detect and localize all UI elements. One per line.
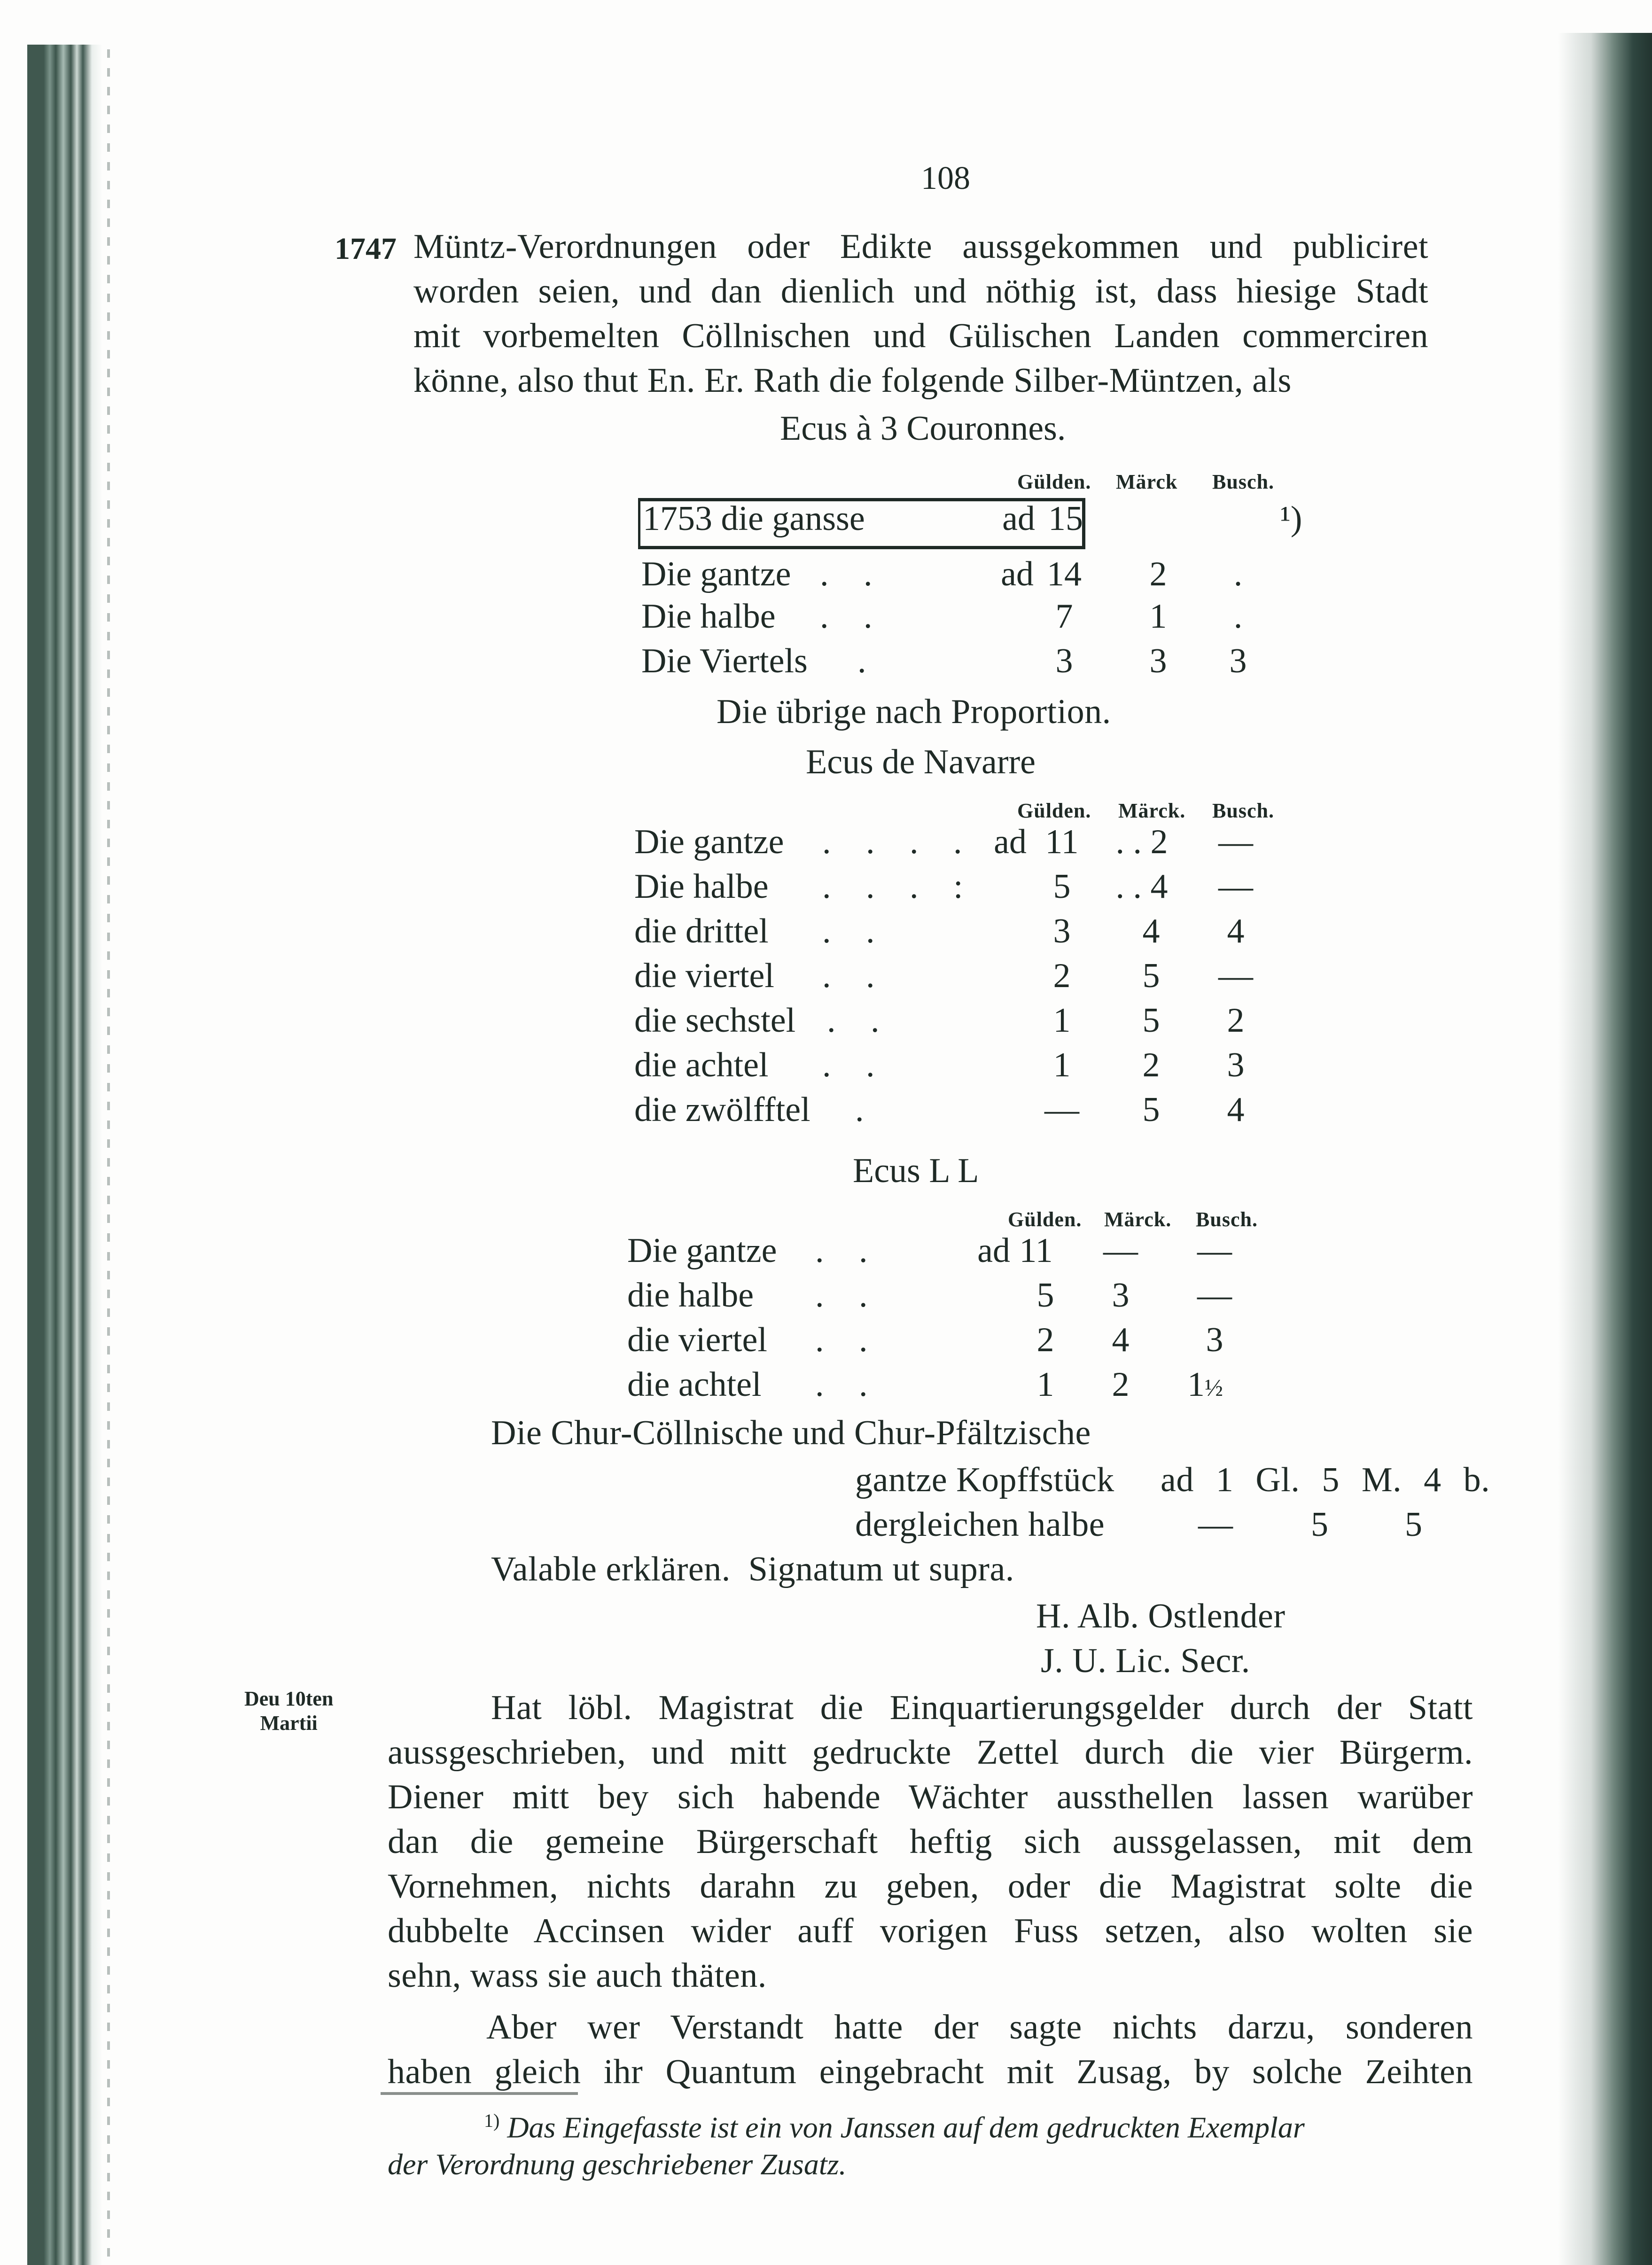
kopfstueck-half-gulden: — — [1198, 1505, 1233, 1544]
row-prefix: ad — [977, 1231, 1010, 1270]
cell-marck: 3 — [1112, 1276, 1130, 1315]
cell-gulden: 3 — [1053, 912, 1071, 950]
cell-gulden: 11 — [1045, 823, 1079, 861]
cell-busch: — — [1218, 867, 1253, 906]
row-label: die achtel — [634, 1046, 769, 1084]
leader-dots: . . — [815, 1365, 881, 1404]
column-header-gulden: Gülden. — [1017, 799, 1091, 822]
leader-dots: . . — [820, 555, 886, 593]
column-header-gulden: Gülden. — [1017, 470, 1091, 493]
cell-marck: 1 — [1149, 597, 1167, 636]
table-row — [627, 1276, 1332, 1318]
column-header-gulden: Gülden. — [1008, 1208, 1082, 1231]
row-prefix: ad — [994, 823, 1027, 861]
table-row — [641, 641, 1346, 684]
paragraph-line: dan die gemeine Bürgerschaft heftig sich aussgelassen, mit dem — [388, 1822, 1473, 1861]
intro-line: könne, also thut En. Er. Rath die folgende Silber-Müntzen, als — [413, 361, 1292, 400]
signature-title: J. U. Lic. Secr. — [1041, 1642, 1250, 1680]
column-header-busch: Busch. — [1196, 1208, 1258, 1231]
leader-dots: . . — [822, 957, 888, 995]
cell-marck: 5 — [1142, 1001, 1160, 1040]
footnote-line: der Verordnung geschriebener Zusatz. — [388, 2148, 847, 2181]
cell-busch: — — [1197, 1231, 1232, 1270]
row-label: Die halbe — [641, 597, 776, 636]
cell-gulden: 1 — [1036, 1365, 1054, 1404]
cell-busch: — — [1218, 957, 1253, 995]
cell-busch — [1168, 1365, 1243, 1405]
cell-marck: 2 — [1112, 1365, 1130, 1404]
table-row — [634, 1090, 1339, 1132]
kopfstueck-whole-value: ad 1 Gl. 5 M. 4 b. — [1161, 1461, 1490, 1499]
table-row — [627, 1320, 1332, 1362]
row-prefix: ad — [1002, 499, 1035, 538]
cell-gulden: 15 — [1048, 499, 1083, 538]
column-header-busch: Busch. — [1212, 799, 1274, 822]
paragraph-line: haben gleich ihr Quantum eingebracht mit Zusag, by solche Zeihten — [388, 2053, 1473, 2091]
cell-marck: 2 — [1149, 555, 1167, 593]
cell-marck: 2 — [1142, 1046, 1160, 1084]
leader-dots: . — [855, 1090, 877, 1129]
intro-line: worden seien, und dan dienlich und nöthig ist, dass hiesige Stadt — [413, 272, 1428, 311]
cell-gulden: 5 — [1053, 867, 1071, 906]
table-row-boxed — [643, 499, 1348, 541]
cell-busch: — — [1197, 1276, 1232, 1315]
cell-gulden: 5 — [1036, 1276, 1054, 1315]
column-header-marck: Märck — [1116, 470, 1178, 493]
cell-busch: . — [1233, 555, 1243, 593]
row-label: Die Viertels — [641, 642, 808, 680]
signature-name: H. Alb. Ostlender — [1036, 1597, 1286, 1635]
footnote-rule — [381, 2092, 578, 2095]
row-label: die drittel — [634, 912, 769, 950]
cell-marck: 5 — [1142, 1090, 1160, 1129]
cell-marck: 4 — [1112, 1321, 1130, 1359]
busch-whole: 1 — [1187, 1365, 1205, 1404]
kopfstueck-half-label: dergleichen halbe — [855, 1505, 1105, 1544]
intro-line: Müntz-Verordnungen oder Edikte aussgekommen und publiciret — [413, 227, 1428, 266]
margin-note-line: Deu 10ten — [244, 1687, 334, 1710]
margin-note-line: Martii — [260, 1712, 318, 1735]
table-heading: Ecus L L — [853, 1152, 979, 1190]
kopfstueck-whole-label: gantze Kopffstück — [855, 1461, 1114, 1499]
row-label: Die gantze — [641, 555, 791, 593]
cell-busch: 3 — [1206, 1321, 1223, 1359]
table-row — [634, 867, 1339, 909]
row-label: Die gantze — [627, 1231, 777, 1270]
table-row — [634, 911, 1339, 954]
leader-dots: . . — [820, 597, 886, 636]
kopfstueck-intro: Die Chur-Cöllnische und Chur-Pfältzische — [491, 1414, 1091, 1452]
cell-busch: 3 — [1227, 1046, 1245, 1084]
row-label: die sechstel — [634, 1001, 796, 1040]
paragraph-line: Diener mitt bey sich habende Wächter aussthellen lassen warüber — [388, 1778, 1473, 1816]
cell-busch: 2 — [1227, 1001, 1245, 1040]
cell-busch: 4 — [1227, 1090, 1245, 1129]
paragraph-line: Vornehmen, nichts darahn zu geben, oder die Magistrat solte die — [388, 1867, 1473, 1906]
cell-gulden: — — [1044, 1090, 1079, 1129]
cell-gulden: 7 — [1055, 597, 1073, 636]
page-number: 108 — [921, 160, 970, 196]
leader-dots: . . — [827, 1001, 893, 1040]
intro-line: mit vorbemelten Cöllnischen und Gülischen Landen commerciren — [413, 317, 1428, 355]
leader-dots: . . . . — [822, 823, 975, 861]
leader-dots: . . — [822, 1046, 888, 1084]
cell-marck: 4 — [1142, 912, 1160, 950]
cell-gulden: 3 — [1055, 642, 1073, 680]
row-label: Die gantze — [634, 823, 784, 861]
paragraph-line: Hat löbl. Magistrat die Einquartierungsgelder durch der Statt — [491, 1689, 1473, 1727]
cell-marck: 5 — [1142, 957, 1160, 995]
row-label: die halbe — [627, 1276, 754, 1315]
busch-fraction: ½ — [1205, 1375, 1223, 1401]
table-row — [641, 554, 1346, 597]
footnote-ref: ¹) — [1280, 499, 1302, 538]
paragraph-line: aussgeschrieben, und mitt gedruckte Zettel durch die vier Bürgerm. — [388, 1733, 1473, 1772]
margin-date-note — [244, 1687, 333, 1736]
table-row — [634, 1045, 1339, 1088]
table-row — [627, 1365, 1332, 1407]
row-label: Die halbe — [634, 867, 769, 906]
leader-dots: . — [857, 642, 880, 680]
cell-busch: — — [1218, 823, 1253, 861]
cell-gulden: 1 — [1053, 1046, 1071, 1084]
table-heading: Ecus à 3 Couronnes. — [780, 409, 1066, 448]
row-label: die achtel — [627, 1365, 762, 1404]
leader-dots: . . — [815, 1231, 881, 1270]
row-label: die zwölfftel — [634, 1090, 810, 1129]
cell-marck: . . 4 — [1115, 867, 1168, 906]
cell-busch: 4 — [1227, 912, 1245, 950]
kopfstueck-half-marck: 5 — [1311, 1505, 1329, 1544]
table-heading: Ecus de Navarre — [806, 743, 1036, 781]
table-row — [641, 597, 1346, 639]
leader-dots: . . — [822, 912, 888, 950]
table-note: Die übrige nach Proportion. — [717, 693, 1111, 731]
cell-gulden: 2 — [1053, 957, 1071, 995]
cell-marck: . . 2 — [1115, 823, 1168, 861]
footnote-line — [484, 2109, 1305, 2145]
table-row — [634, 956, 1339, 998]
closing-line: Valable erklären. Signatum ut supra. — [491, 1550, 1014, 1588]
column-header-busch: Busch. — [1212, 470, 1274, 493]
cell-marck: 3 — [1149, 642, 1167, 680]
leader-dots: . . — [815, 1321, 881, 1359]
row-prefix: ad — [1001, 555, 1034, 593]
paragraph-line: dubbelte Accinsen wider auff vorigen Fuss setzen, also wolten sie — [388, 1912, 1473, 1950]
footnote-text: Das Eingefasste ist ein von Janssen auf dem gedruckten Exemplar — [507, 2110, 1305, 2144]
year-marker: 1747 — [335, 232, 397, 266]
cell-gulden: 14 — [1047, 555, 1082, 593]
footnote-marker: 1) — [484, 2110, 500, 2131]
row-label: die viertel — [627, 1321, 767, 1359]
cell-gulden: 1 — [1053, 1001, 1071, 1040]
paragraph-line: Aber wer Verstandt hatte der sagte nichts darzu, sonderen — [486, 2008, 1473, 2047]
column-header-marck: Märck. — [1118, 799, 1186, 822]
leader-dots: . . . : — [822, 867, 976, 906]
table-row — [627, 1231, 1332, 1273]
cell-busch: 3 — [1229, 642, 1247, 680]
table-row — [634, 822, 1339, 864]
cell-gulden: 2 — [1036, 1321, 1054, 1359]
row-label: die viertel — [634, 957, 774, 995]
cell-gulden: 11 — [1019, 1231, 1053, 1270]
cell-marck: — — [1103, 1231, 1138, 1270]
column-header-marck: Märck. — [1104, 1208, 1172, 1231]
cell-busch: . — [1233, 597, 1243, 636]
kopfstueck-half-busch: 5 — [1405, 1505, 1423, 1544]
row-label: 1753 die gansse — [643, 499, 865, 538]
leader-dots: . . — [815, 1276, 881, 1315]
paragraph-line: sehn, wass sie auch thäten. — [388, 1956, 767, 1995]
table-row — [634, 1001, 1339, 1043]
